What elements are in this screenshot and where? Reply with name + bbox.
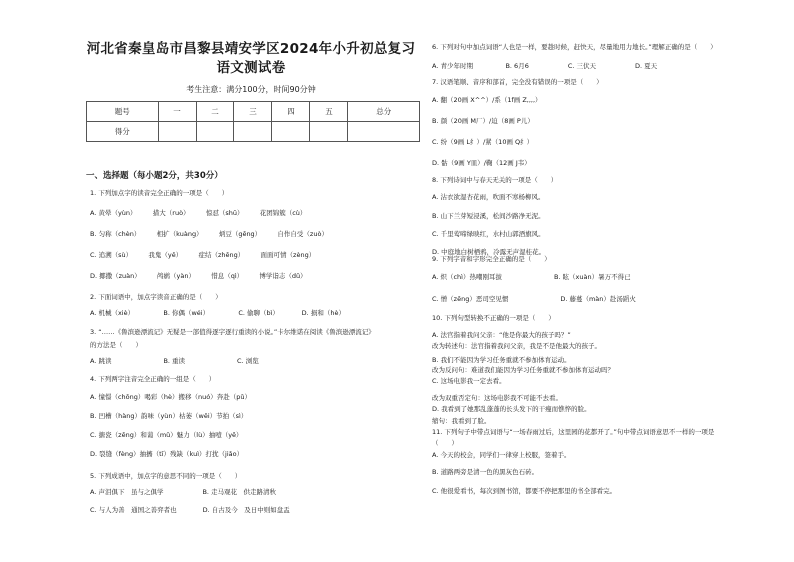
question-line: 改为反问句：难道我们能因为学习任务重就不参加体育运动吗？ <box>432 366 614 374</box>
question-line: A. 法官指着我问父亲：“他是你最大的孩子吗？” <box>432 331 571 339</box>
question-line: 改为转述句：法官指着我问父亲，我是不是他最大的孩子。 <box>432 342 601 350</box>
question-stem: 6. 下列对句中加点词语“人也是一样，要趁时候，赶快天，尽量地用力地长。”理解正确的是（ ） <box>432 43 717 51</box>
question-stem: 8. 下列诗词中与春天无关的一项是（ ） <box>432 176 558 184</box>
score-cell[interactable] <box>158 122 196 142</box>
score-table-header-row <box>87 102 420 122</box>
score-header-cell: 题号 <box>87 102 159 122</box>
question-line: （ ） <box>432 439 458 447</box>
question-line: C. 追溯（sù） 我鬼（yě） 症结（zhēng） 面面可情（zèng） <box>90 251 316 259</box>
question-line: 的方法是（ ） <box>90 341 142 349</box>
exam-note: 考生注意：满分100分，时间90分钟 <box>186 85 316 94</box>
question-stem: 3. “……《鲁滨逊漂流记》无疑是一部值得逐字逐行重读的小说。”卡尔维诺在阅读《鲁滨逊漂流记》 <box>90 328 375 336</box>
question-line: D. 揶撒（zuàn） 鸬鹚（yàn） 惜息（qì） 博学诣志（dǔ） <box>90 272 307 280</box>
score-table-row <box>87 122 420 142</box>
question-line: B. 凹槽（hàng）韵味（yùn）枯萎（wěi）节拍（sì） <box>90 412 248 420</box>
score-cell[interactable] <box>348 122 420 142</box>
question-line: A. 炽（chì）热嘲刚耳拔 B. 眩（xuàn）暑万不得已 <box>432 273 631 281</box>
question-line: A. 黄晕（yùn） 措大（ruò） 惊怼（shū） 花团锦簇（cù） <box>90 209 307 217</box>
question-line: D. 骷（9画 Y皿）/鞠（12画 J韦） <box>432 159 531 167</box>
question-line: B. 匀称（chèn） 相扩（kuàng） 炳豆（gēng） 自作自受（zuò） <box>90 230 328 238</box>
question-line: A. 今天的校会，同学们一律穿上校服，签着手。 <box>432 451 571 459</box>
score-table <box>86 101 420 142</box>
score-row-label: 得分 <box>87 122 159 142</box>
question-stem: 11. 下列句子中带点词语与“一场春雨过后，这里园的花都开了。”句中带点词语意思不一样的一项是 <box>432 428 715 436</box>
score-cell[interactable] <box>234 122 272 142</box>
question-stem: 10. 下列句型转换不正确的一项是（ ） <box>432 314 555 322</box>
question-line: A. 憧憬（chōng）喝彩（hè）搬移（nuó）奔赴（pǔ） <box>90 393 251 401</box>
question-line: A. 翻（20画 X^^）/系（1f画 Z,,,,） <box>432 96 542 104</box>
section-heading: 一、选择题（每小题2分，共30分） <box>86 171 223 181</box>
question-line: D. 裂缝（fèng）抽搐（tī）残缺（kuì）打扰（jiǎo） <box>90 450 244 458</box>
question-line: A. 声泪俱下 虽与之俱学 B. 走马观花 供走路清秋 <box>90 488 277 496</box>
question-line: B. 颜（20画 M厂）/迫（8画 P儿） <box>432 117 534 125</box>
question-stem: 5. 下列成语中，加点字的意思不同的一项是（ ） <box>90 472 242 480</box>
question-stem: 9. 下列字音和字形完全正确的是（ ） <box>432 255 551 263</box>
score-cell[interactable] <box>196 122 234 142</box>
question-line: C. 这场电影我一定去看。 <box>432 377 506 385</box>
question-line: B. 我们不能因为学习任务重就不参加体育运动。 <box>432 356 571 364</box>
question-line: C. 千里莺啼绿映红，水村山郭酒旗风。 <box>432 230 545 238</box>
question-stem: 2. 下面词语中，加点字读音正确的是（ ） <box>90 293 222 301</box>
question-line: C. 他很爱看书，每次到图书馆，都要不停把那里的书全部看完。 <box>432 487 617 495</box>
question-line: C. 搪瓷（zēng）和蔼（mǔ）魅力（lù）抽噎（yē） <box>90 431 243 439</box>
page-title: 河北省秦皇岛市昌黎县靖安学区2024年小升初总复习语文测试卷 <box>86 41 416 76</box>
score-cell[interactable] <box>310 122 348 142</box>
question-stem: 1. 下列加点字的读音完全正确的一项是（ ） <box>90 189 229 197</box>
question-line: A. 沾衣欲湿杏花雨，吹面不寒杨柳风。 <box>432 193 545 201</box>
question-stem: 4. 下列两字注音完全正确的一组是（ ） <box>90 375 216 383</box>
question-line: C. 憎（zēng）恶司空见惯 D. 藤蔓（màn）赴汤蹈火 <box>432 295 636 303</box>
score-header-cell: 一 <box>158 102 196 122</box>
question-line: D. 中庭地白树栖鸦，冷露无声湿桂花。 <box>432 248 546 256</box>
score-header-cell: 总分 <box>348 102 420 122</box>
score-cell[interactable] <box>272 122 310 142</box>
question-line: B. 道路两旁是清一色的黑灰色石砖。 <box>432 468 539 476</box>
question-line: A. 机械（xiè） B. 你偶（wéi） C. 偷聊（bì） D. 损和（hè） <box>90 309 345 317</box>
question-line: D. 我看到了她那乱蓬蓬的长头发下的干瘦而憔悴的脸。 <box>432 405 591 413</box>
score-header-cell: 四 <box>272 102 310 122</box>
question-line: C. 纷（9画 L纟）/紧（10画 Q纟） <box>432 138 534 146</box>
question-line: A. 跳读 B. 重读 C. 浏览 <box>90 357 259 365</box>
question-line: C. 与人为善 通国之善弈者也 D. 自古及今 及日中则如盘盂 <box>90 506 290 514</box>
question-line: 改为双重否定句：这场电影我不可能不去看。 <box>432 394 562 402</box>
score-header-cell: 三 <box>234 102 272 122</box>
score-header-cell: 五 <box>310 102 348 122</box>
question-line: A. 青少年时期 B. 6月6 C. 三伏天 D. 夏天 <box>432 62 658 70</box>
question-line: 缩句：我看到了脸。 <box>432 417 491 425</box>
question-stem: 7. 汉语笔顺、音序和部首，完全没有错误的一项是（ ） <box>432 78 603 86</box>
question-line: B. 山下兰芽短浸溪，松间沙路净无泥。 <box>432 212 545 220</box>
score-header-cell: 二 <box>196 102 234 122</box>
